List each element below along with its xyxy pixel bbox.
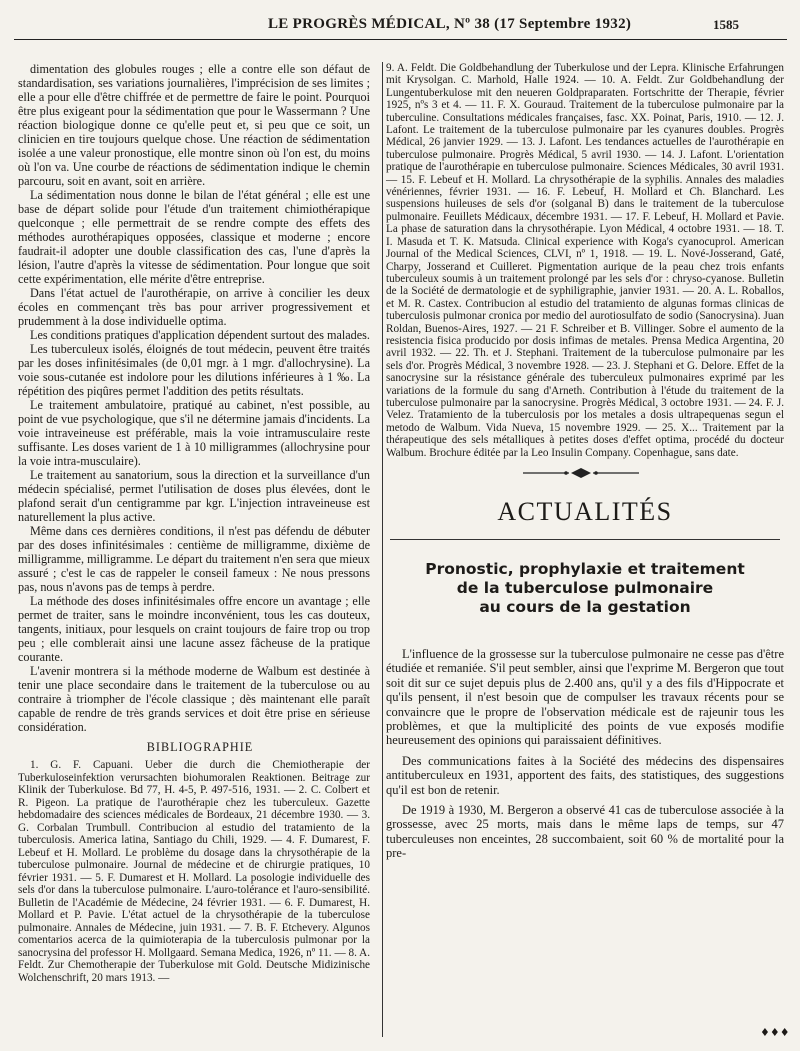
page-header — [0, 0, 800, 44]
right-column — [386, 62, 784, 867]
paragraph: dimentation des globules rouges ; elle a contre elle son défaut de standardisation, ses variations journalières, l'imprécision de ses limites ; elle a pour elle d'être chiffrée et de permettre de faire le point. Pourquoi être plus exigeant pour la sédimentation que pour le Wassermann ? Une réaction biologique donne ce qu'elle peut et, si peu que ce soit, un clinicien en tire toujours quelque chose. Une réaction de sédimentation isolée a une valeur pronostique, elle montre sinon où l'on est, du moins où l'on va. Une courbe de réactions de sédimentation indique le chemin parcouru, soit en avant, soit en arrière. — [18, 62, 370, 188]
article-title-line: de la tuberculose pulmonaire — [456, 579, 714, 597]
continuation-mark: ♦♦♦ — [760, 1026, 790, 1039]
section-title: ACTUALITÉS — [497, 497, 673, 526]
article-paragraph: De 1919 à 1930, M. Bergeron a observé 41 cas de tuberculose associée à la grossesse, avec 25 morts, mais dans le même laps de temps, sur 47 tuberculeuses non enceintes, 28 succombaient, soit 60 % de mortalité pour la pre- — [386, 803, 784, 861]
paragraph: La sédimentation nous donne le bilan de l'état général ; elle est une base de départ solide pour l'étude d'un traitement chimiothérapique quelconque ; elle permettrait de se rendre compte des effets des méthodes aurothérapiques opposées, classique et moderne ; encore faudrait-il adopter une double classification des cas, l'une d'après la lésion, l'autre d'après la vitesse de sédimentation. Pour longue que soit cette expérimentation, elle mérite d'être entreprise. — [18, 188, 370, 286]
article-title — [386, 560, 784, 617]
paragraph: Même dans ces dernières conditions, il n'est pas défendu de débuter par des doses infinitésimales : centième de milligramme, dixième de milligramme, milligramme. Le départ du traitement n'en sera que mieux assuré ; c'est le cas de rappeler le conseil fameux : Ne nous pressons pas, nous n'avons pas de temps à perdre. — [18, 524, 370, 594]
section-rule — [390, 539, 780, 540]
paragraph: Le traitement au sanatorium, sous la direction et la surveillance d'un médecin spécialisé, permet l'utilisation de doses plus élevées, dont le plafond serait d'un centigramme par kgr. L'injection intraveineuse est naturellement la plus active. — [18, 468, 370, 524]
paragraph: Dans l'état actuel de l'aurothérapie, on arrive à concilier les deux écoles en commençant très bas pour arriver progressivement et prudemment à la dose individuelle optima. — [18, 286, 370, 328]
paragraph: La méthode des doses infinitésimales offre encore un avantage ; elle permet de traiter, sans le moindre inconvénient, tous les cas douteux, tangents, initiaux, pour lesquels on craint toujours de faire trop ou trop peu ; elle comblerait ainsi une lacune assez fâcheuse de la pratique courante. — [18, 594, 370, 664]
paragraph: L'avenir montrera si la méthode moderne de Walbum est destinée à tenir une place secondaire dans le traitement de la tuberculose ou au contraire à triompher de l'école classique ; dès maintenant elle paraît capable de rendre de très grands services et doit être prise en sérieuse considération. — [18, 664, 370, 734]
column-divider — [382, 62, 383, 1037]
paragraph: Les conditions pratiques d'application dépendent surtout des malades. — [30, 328, 370, 342]
header-rule — [14, 39, 787, 40]
page-number: 1585 — [713, 17, 739, 32]
article-title-line: Pronostic, prophylaxie et traitement — [425, 560, 745, 578]
paragraph: Les tuberculeux isolés, éloignés de tout médecin, peuvent être traités par les doses infinitésimales (de 0,01 mgr. à 1 mgr. d'allochrysine). La voie sous-cutanée est indolore pour les dilutions inférieures à 1 ‰. La répétition des piqûres permet l'addition des petits résultats. — [18, 342, 370, 398]
article-title-line: au cours de la gestation — [479, 598, 691, 616]
article-body — [386, 647, 784, 861]
paragraph: Le traitement ambulatoire, pratiqué au cabinet, n'est possible, au point de vue psychologique, que s'il ne détermine jamais d'incidents. La voie intraveineuse est préférable, mais la voie intramusculaire reste suffisante. Les doses varient de 1 à 10 milligrammes (allochrysine pour la voie intra-musculaire). — [18, 398, 370, 468]
left-column — [18, 62, 370, 984]
bibliography-text: 1. G. F. Capuani. Ueber die durch die Chemiotherapie der Tuberkuloseinfektion verursachten biohumoralen Reaktionen. Beitrage zur Klinik der Tuberkulose. Bd 77, H. 4-5, P. 497-516, 1931. — 2. C. Colbert et R. Pigeon. La pratique de l'aurothérapie chez les tuberculeux. Gazette hebdomadaire des sciences médicales de Bordeaux, 21 décembre 1930. — 3. G. Corbalan Trumbull. Contribucion al estudio del tratamiento de la tuberculosis. America latina, Santiago du Chili, 1929. — 4. F. Dumarest, F. Lebeuf et H. Mollard. Le problème du dosage dans la chrysothérapie de la tuberculose pulmonaire. Journal de médecine et de chirurgie pratiques, 10 février 1931. — 5. F. Dumarest et H. Mollard. La posologie individuelle des sels d'or dans la tuberculose pulmonaire. L'auro-tolérance et l'auro-sensibilité. Bulletin de l'Académie de Médecine, 24 février 1931. — 6. F. Dumarest, H. Mollard et P. Pavie. L'état actuel de la chrysothérapie de la tuberculose pulmonaire. Annales de Médecine, juin 1931. — 7. B. F. Etchevery. Algunos comentarios acerca de la quimioterapia de la tuberculosis pulmonar por la sanocrysina del professor H. Mollgaard. Semana Medica, 1926, nº 11. — 8. A. Feldt. Zur Chemotherapie der Tuberkulose mit Gold. Deutsche Midizinische Wolchenschrift, 20 mars 1913. — — [18, 759, 370, 984]
article-paragraph: L'influence de la grossesse sur la tuberculose pulmonaire ne cesse pas d'être étudiée et remaniée. S'il peut sembler, ainsi que l'exprime M. Bergeron que tout soit dit sur ce sujet depuis plus de 2.400 ans, qu'il y a des fils d'Hippocrate et qu'ils pensent, il n'est besoin que de compulser les travaux récents pour se convaincre que le propre de l'observation médicale est de rajeunir tous les problèmes, et que la multiplicité des points de vue exposés modifie heureusement des opinions qui paraissaient définitives. — [386, 647, 784, 748]
ornament-divider — [521, 467, 641, 479]
bibliography-heading: BIBLIOGRAPHIE — [146, 740, 254, 754]
bibliography-continued: 9. A. Feldt. Die Goldbehandlung der Tuberkulose und der Lepra. Klinische Erfahrungen mit Krysolgan. C. Marhold, Halle 1924. — 10. A. Feldt. Zur Goldbehandlung der Lungentuberkulose mit den neueren Goldpraparaten. Fortschritte der Therapie, février 1925, nºs 3 et 4. — 11. F. X. Gouraud. Traitement de la tuberculose pulmonaire par la tuberculine. Consultations médicales françaises, fasc. XX. Poinat, Paris, 1910. — 12. J. Lafont. Le traitement de la tuberculose pulmonaire par les cyanures doubles. Progrès Médical, 26 janvier 1929. — 13. J. Lafont. Les tendances actuelles de l'aurothérapie en tuberculose pulmonaire. Progrès Médical, 5 avril 1930. — 14. J. Lafont. L'orientation pratique de l'aurothérapie en tuberculose pulmonaire. Sciences Médicales, 30 avril 1931. — 15. F. Lebeuf et H. Mollard. La chrysothérapie de la syphilis. Annales des maladies vénériennes, février 1931. — 16. F. Lebeuf, H. Mollard et Ch. Blanchard. Les suspensions huileuses de sels d'or (solganal B) dans le traitement de la tuberculose pulmonaire. Feuillets Médicaux, décembre 1931. — 17. F. Lebeuf, H. Mollard et Pavie. La phase de saturation dans la chrysothérapie. Lyon Médical, 4 octobre 1931. — 18. T. I. Masuda et T. K. Matsuda. Clinical experience with Koga's cyanocuprol. American Journal of the Medical Sciences, CLVI, nº 1, 1918. — 19. L. Nové-Josserand, Gaté, Charpy, Josserand et Cuilleret. Pigmentation aurique de la peau chez trois enfants tuberculeux soumis à un traitement prolongé par les sels d'or : chryso-cyanose. Bulletin de la Société de dermatologie et de syphiligraphie, janvier 1931. — 20. A. L. Roballos, et M. R. Castex. Contribucion al estudio del tratamiento de algunas formas clinicas de tuberculosis pulmonar cronica por medio del aurotiosulfato de sodio (Sanocrysina). Juan Roldan, Buenos-Aires, 1927. — 21 F. Schreiber et B. Villinger. Sobre el aumento de la resistencia fisica producido por dosis infimas de metales. Prensa Medica Argentina, 20 avril 1932. — 22. Th. et J. Stephani. Traitement de la tuberculose pulmonaire par les sels d'or. Progrès Médical, 3 novembre 1928. — 23. J. Stephani et G. Delore. Effet de la sanocrysine sur la résistance générale des tuberculeux pulmonaires exprimé par les variations de la formule du sang d'Arneth. Contribution à l'étude du traitement de la tuberculose pulmonaire par la sanocrysine. Progrès Médical, 3 octobre 1931. — 24. F. J. Velez. Tratamiento de la tuberculosis por los metales a dosis ultrapequenas segun el metodo de Walbum. Vida Nueva, 15 novembre 1929. — 25. X... Traitement par la thérapeutique des sels métalliques à petites doses d'effet optima, procédé du docteur Walbum. Brochure éditée par la Leo Insulin Company. Copenhague, sans date. — [386, 62, 784, 459]
journal-title: LE PROGRÈS MÉDICAL, Nº 38 (17 Septembre 1932) — [268, 16, 632, 32]
article-paragraph: Des communications faites à la Société des médecins des dispensaires antituberculeux en 1931, apportent des faits, des statistiques, des suggestions qu'il est bon de retenir. — [386, 753, 784, 797]
